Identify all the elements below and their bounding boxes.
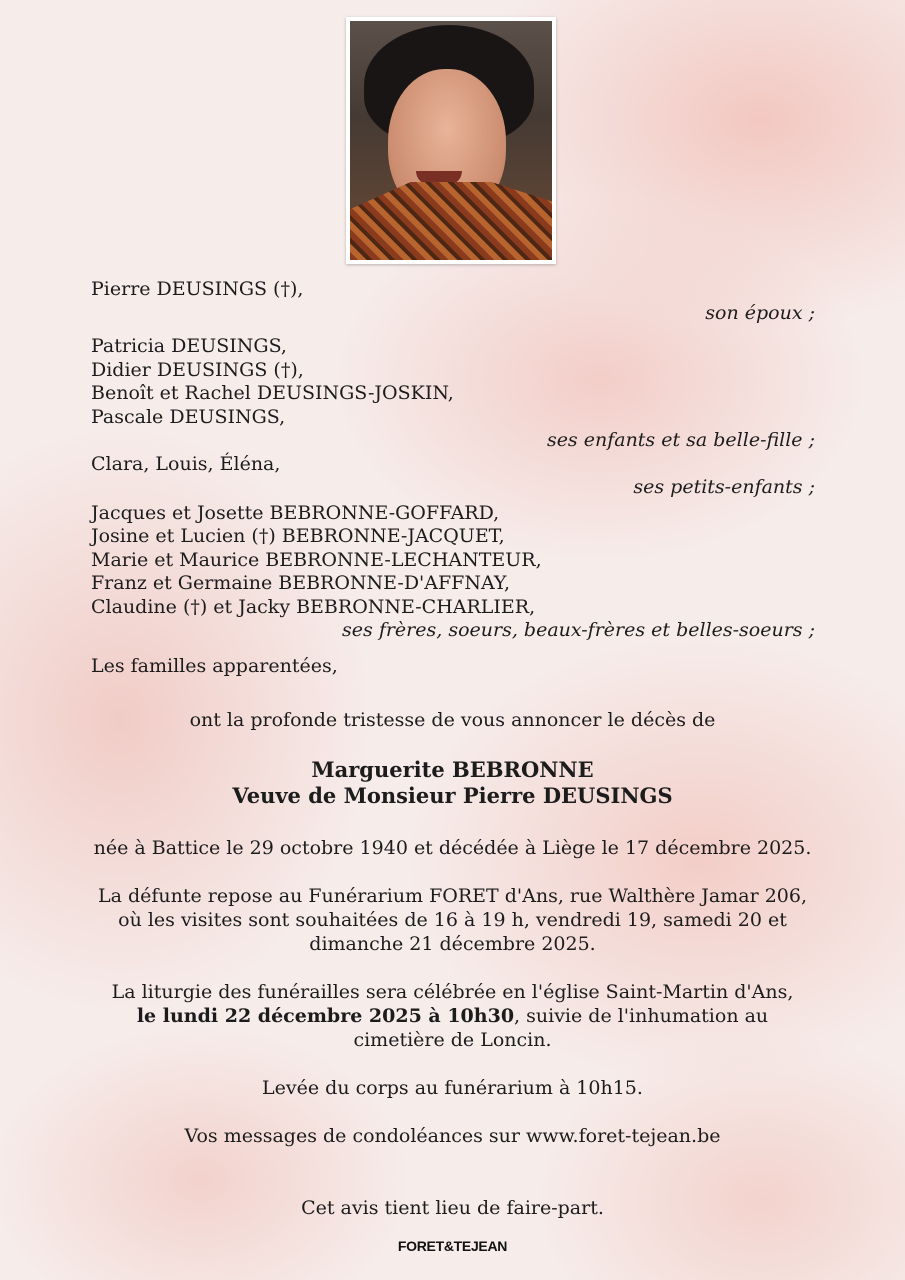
rest-line-1: La défunte repose au Funérarium FORET d'Ans, rue Walthère Jamar 206, bbox=[97, 885, 808, 907]
child-name: Pascale DEUSINGS, bbox=[91, 405, 286, 428]
rest-line-3: dimanche 21 décembre 2025. bbox=[309, 933, 596, 955]
family-list bbox=[91, 278, 815, 678]
spouse-role: son époux ; bbox=[705, 301, 815, 324]
liturgy-line-1: La liturgie des funérailles sera célébrée en l'église Saint-Martin d'Ans, bbox=[111, 981, 794, 1003]
liturgy-line-2 bbox=[0, 1004, 905, 1028]
sibling-name: Marie et Maurice BEBRONNE-LECHANTEUR, bbox=[91, 548, 542, 571]
sibling-name: Josine et Lucien (†) BEBRONNE-JACQUET, bbox=[91, 525, 505, 547]
related-families: Les familles apparentées, bbox=[91, 654, 338, 677]
sibling-name: Claudine (†) et Jacky BEBRONNE-CHARLIER, bbox=[91, 595, 536, 618]
children-role: ses enfants et sa belle-fille ; bbox=[546, 429, 815, 451]
portrait-image bbox=[350, 21, 552, 260]
deceased-name: Marguerite BEBRONNE bbox=[311, 757, 594, 782]
child-name: Didier DEUSINGS (†), bbox=[91, 358, 304, 381]
siblings-role: ses frères, soeurs, beaux-frères et belles-soeurs ; bbox=[342, 619, 815, 641]
sibling-name: Jacques et Josette BEBRONNE-GOFFARD, bbox=[91, 501, 500, 524]
sibling-name: Franz et Germaine BEBRONNE-D'AFFNAY, bbox=[91, 572, 511, 594]
birth-death-text: née à Battice le 29 octobre 1940 et décédée à Liège le 17 décembre 2025. bbox=[93, 837, 812, 859]
condolences-text: Vos messages de condoléances sur www.foret-tejean.be bbox=[184, 1125, 721, 1147]
rest-line-2: où les visites sont souhaitées de 16 à 19 h, vendredi 19, samedi 20 et bbox=[118, 909, 787, 931]
levee-text: Levée du corps au funérarium à 10h15. bbox=[262, 1077, 643, 1099]
announcement-text: ont la profonde tristesse de vous annoncer le décès de bbox=[189, 709, 716, 731]
grandchildren-names: Clara, Louis, Éléna, bbox=[91, 452, 281, 475]
portrait-photo bbox=[346, 17, 556, 264]
spouse-name: Pierre DEUSINGS (†), bbox=[91, 278, 304, 300]
child-name: Benoît et Rachel DEUSINGS-JOSKIN, bbox=[91, 382, 454, 404]
funeral-home-logo: FORET&TEJEAN bbox=[397, 1238, 508, 1254]
liturgy-line-3: cimetière de Loncin. bbox=[353, 1029, 552, 1051]
deceased-title: Veuve de Monsieur Pierre DEUSINGS bbox=[232, 783, 673, 808]
notice-text: Cet avis tient lieu de faire-part. bbox=[301, 1197, 604, 1219]
child-name: Patricia DEUSINGS, bbox=[91, 335, 287, 357]
funeral-date: le lundi 22 décembre 2025 à 10h30 bbox=[136, 1005, 515, 1027]
liturgy-line-2-rest: , suivie de l'inhumation au bbox=[514, 1005, 769, 1027]
grandchildren-role: ses petits-enfants ; bbox=[633, 476, 815, 498]
